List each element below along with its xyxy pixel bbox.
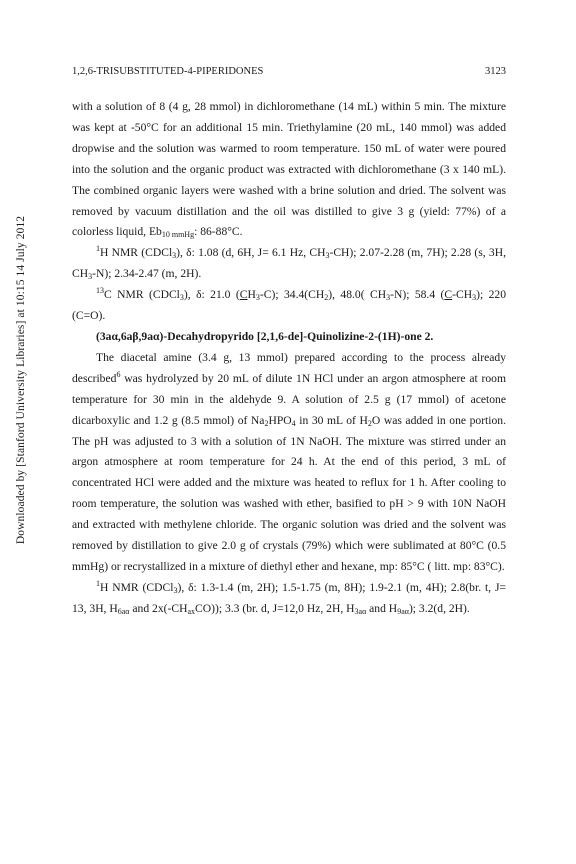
download-note: Downloaded by [Stanford University Libraries] at 10:15 14 July 2012 — [15, 215, 28, 545]
running-header — [72, 66, 506, 77]
page-number: 3123 — [485, 66, 506, 77]
download-watermark — [10, 140, 32, 620]
paragraph-synthesis: with a solution of 8 (4 g, 28 mmol) in dichloromethane (14 mL) within 5 min. The mixture was kept at -50°C for an additional 15 min. Triethylamine (20 mL, 140 mmol) was added dropwise and the solution was warmed to room temperature. 150 mL of water were poured into the solution and the organic product was extracted with dichloromethane (3 x 140 mL). The combined organic layers were washed with a brine solution and dried. The solvent was removed by vacuum distillation and the oil was distilled to give 3 g (yield: 77%) of a colorless liquid, $Eb_{10 mmHg}$: 86-88°C. — [72, 100, 506, 240]
article-body — [72, 97, 506, 620]
running-title: 1,2,6-TRISUBSTITUTED-4-PIPERIDONES — [72, 66, 264, 77]
paragraph-1h-nmr-2: $^1$H NMR (CDCl$_3$), δ: 1.3-1.4 (m, 2H); 1.5-1.75 (m, 8H); 1.9-2.1 (m, 4H); 2.8(br. t, J= 13, 3H, $H_{6a\alpha}$ and $2x(-CH_{ax}CO)$); 3.3 (br. d, J=12,0 Hz, 2H, $H_{3a\alpha}$ and $H_{9a\alpha}$); 3.2(d, 2H). — [72, 578, 507, 616]
compound-title: (3aα,6aβ,9aα)-Decahydropyrido [2,1,6-de]-Quinolizine-2-(1H)-one 2. — [96, 329, 434, 343]
paragraph-1h-nmr: $^1$H NMR (CDCl$_3$), δ: 1.08 (d, 6H, J= 6.1 Hz, $CH_3-CH$); 2.07-2.28 (m, 7H); 2.28 (s, 3H, $CH_3-N$); 2.34-2.47 (m, 2H). — [72, 244, 506, 282]
paragraph-procedure: The diacetal amine (3.4 g, 13 mmol) prepared according to the process already described$^6$ was hydrolyzed by 20 mL of dilute 1N HCl under an argon atmosphere at room temperature for 30 min in the aldehyde 9. A solution of 2.5 g (17 mmol) of acetone dicarboxylic and 1.2 g (8.5 mmol) of $Na_2HPO_4$ in 30 mL of $H_2O$ was added in one portion. The pH was adjusted to 3 with a solution of 1N NaOH. The mixture was stirred under an argon atmosphere at room temperature for 24 h. At the end of this period, 3 mL of concentrated HCl were added and the mixture was heated to reflux for 1 h. After cooling to room temperature, the solution was washed with ether, basified to pH > 9 with 10N NaOH and extracted with methylene chloride. The organic solution was dried and the solvent was removed by distillation to give 2.0 g of crystals (79%) which were sublimated at 80°C (0.5 mmHg) or recrystallized in a mixture of diethyl ether and hexane, mp: 85°C ( litt. mp: 83°C). — [72, 350, 506, 573]
paragraph-13c-nmr: $^{13}$C NMR (CDCl$_3$), δ: 21.0 $(CH_3-C)$; $34.4(CH_2)$, 48.0( $CH_3-N$); 58.4 $(C-CH_3)$; 220 (C=O). — [72, 286, 507, 323]
